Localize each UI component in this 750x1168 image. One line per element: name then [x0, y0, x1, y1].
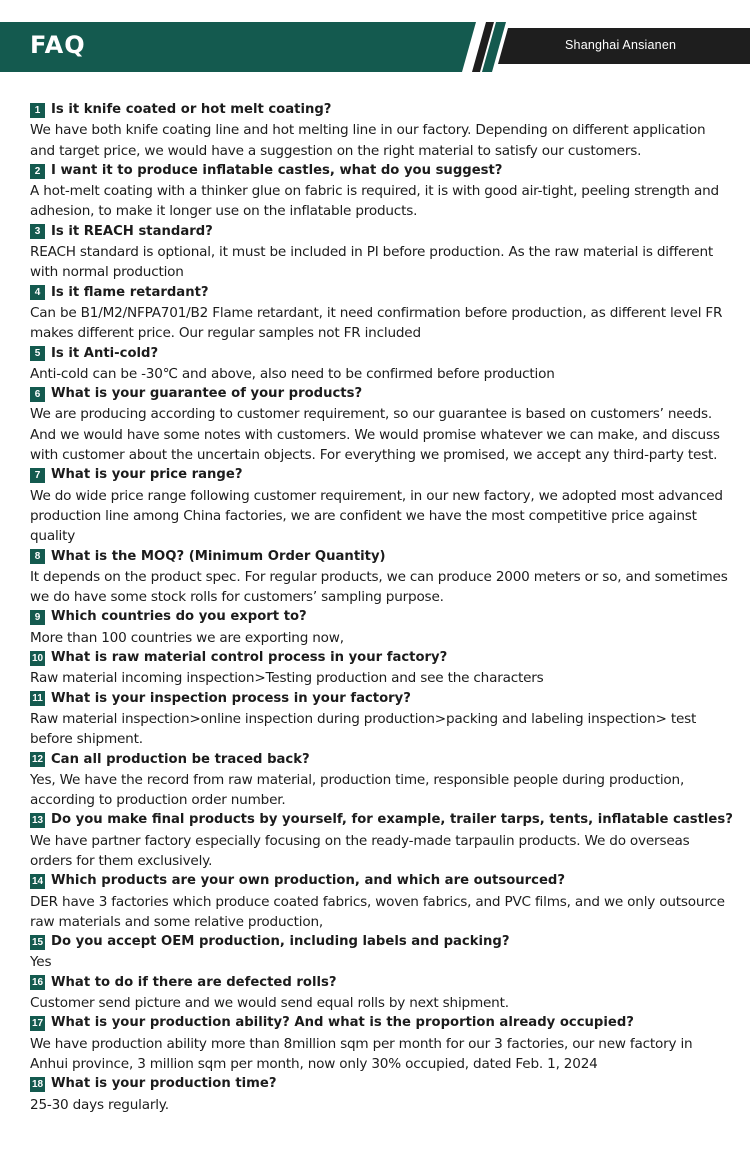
faq-list [30, 100, 733, 1115]
question-number-badge: 17 [31, 1018, 44, 1029]
faq-answer: REACH standard is optional, it must be included in PI before production. As the raw material is different with normal production [30, 244, 714, 281]
question-number-badge: 4 [30, 285, 45, 300]
question-number-badge: 3 [30, 224, 45, 239]
faq-question [30, 283, 730, 303]
faq-question [30, 607, 730, 627]
faq-item [30, 973, 730, 1014]
faq-question [30, 689, 730, 709]
faq-answer: More than 100 countries we are exporting now, [30, 629, 344, 646]
question-text: What to do if there are defected rolls? [51, 974, 337, 990]
question-number-badge: 9 [30, 610, 45, 625]
faq-question [30, 465, 730, 485]
question-text: What is the MOQ? (Minimum Order Quantity) [51, 548, 386, 564]
faq-item [30, 100, 730, 161]
faq-answer: 25-30 days regularly. [30, 1096, 169, 1113]
faq-answer: We have production ability more than 8million sqm per month for our 3 factories, our new factory in Anhui province, 3 million sqm per month, now only 30% occupied, dated Feb. 1, 2024 [30, 1035, 693, 1072]
question-number-badge: 14 [31, 875, 44, 887]
faq-answer: Anti-cold can be -30℃ and above, also need to be confirmed before production [30, 365, 555, 382]
faq-question [30, 100, 730, 120]
faq-answer: Yes, We have the record from raw material, production time, responsible people during production, according to production order number. [30, 771, 685, 809]
question-text: What is your production time? [51, 1076, 277, 1092]
faq-item [30, 465, 730, 546]
question-text: Is it REACH standard? [51, 223, 213, 239]
page-header [0, 0, 750, 80]
faq-answer: It depends on the product spec. For regular products, we can produce 2000 meters or so, and sometimes we do have some stock rolls for customers’ sampling purpose. [30, 568, 728, 606]
page-title: FAQ [30, 31, 86, 59]
question-text: Can all production be traced back? [51, 751, 310, 767]
faq-item [30, 689, 730, 750]
question-number-badge: 13 [31, 815, 44, 827]
faq-answer: DER have 3 factories which produce coated fabrics, woven fabrics, and PVC films, and we only outsource raw materials and some relative production, [30, 893, 725, 930]
faq-answer: A hot-melt coating with a thinker glue on fabric is required, it is with good air-tight, peeling strength and adhesion, to make it longer use on the inflatable products. [30, 183, 719, 220]
question-number-badge: 7 [30, 468, 45, 483]
faq-item [30, 283, 730, 344]
question-number-badge: 15 [31, 936, 44, 948]
faq-answer: Raw material incoming inspection>Testing production and see the characters [30, 670, 544, 687]
question-number-badge: 10 [31, 652, 44, 664]
question-text: What is your guarantee of your products? [51, 386, 363, 402]
faq-item [30, 222, 730, 283]
faq-answer: Yes [30, 954, 52, 971]
question-text: Do you make final products by yourself, for example, trailer tarps, tents, inflatable castles? [51, 812, 733, 828]
faq-item [30, 607, 730, 648]
faq-item [30, 648, 730, 689]
faq-item [30, 384, 730, 465]
faq-question [30, 1013, 730, 1033]
question-text: Do you accept OEM production, including labels and packing? [51, 934, 510, 950]
question-text: What is your production ability? And what is the proportion already occupied? [51, 1015, 634, 1031]
faq-question [30, 161, 730, 181]
question-text: What is your inspection process in your factory? [51, 690, 411, 706]
question-number-badge: 5 [30, 346, 45, 361]
question-number-badge: 1 [30, 103, 45, 118]
question-number-badge: 6 [30, 387, 45, 402]
faq-answer: Customer send picture and we would send equal rolls by next shipment. [30, 995, 509, 1012]
question-text: Which countries do you export to? [51, 609, 307, 625]
faq-question [30, 810, 733, 830]
faq-question [30, 1074, 730, 1094]
faq-answer: We are producing according to customer requirement, so our guarantee is based on customers’ needs. And we would have some notes with customers. We would promise whatever we can make, and discuss with customer about the uncertain objects. For everything we promised, we accept any third-party test. [30, 406, 720, 464]
question-number-badge: 12 [31, 754, 44, 766]
company-name: Shanghai Ansianen [565, 38, 677, 52]
question-number-badge: 8 [30, 549, 45, 564]
faq-answer: Raw material inspection>online inspection during production>packing and labeling inspection> test before shipment. [30, 710, 697, 748]
faq-answer: Can be B1/M2/NFPA701/B2 Flame retardant, it need confirmation before production, as different level FR makes different price. Our regular samples not FR included [30, 304, 723, 342]
question-text: What is your price range? [51, 467, 243, 483]
faq-item [30, 810, 733, 871]
faq-answer: We have both knife coating line and hot melting line in our factory. Depending on different application and target price, we would have a suggestion on the right material to satisfy our customers. [30, 122, 706, 159]
question-text: I want it to produce inflatable castles, what do you suggest? [51, 162, 503, 178]
question-text: What is raw material control process in your factory? [51, 650, 448, 666]
faq-question [30, 750, 730, 770]
faq-item [30, 750, 730, 811]
faq-question [30, 648, 730, 668]
question-number-badge: 2 [30, 164, 45, 179]
faq-item [30, 1013, 730, 1074]
faq-question [30, 547, 730, 567]
faq-item [30, 932, 730, 973]
faq-answer: We do wide price range following customer requirement, in our new factory, we adopted most advanced production line among China factories, we are confident we have the most competitive price against quality [30, 487, 723, 545]
faq-answer: We have partner factory especially focusing on the ready-made tarpaulin products. We do overseas orders for them exclusively. [30, 832, 690, 869]
faq-item [30, 1074, 730, 1115]
faq-question [30, 973, 730, 993]
question-text: Is it Anti-cold? [51, 345, 159, 361]
question-text: Is it flame retardant? [51, 284, 209, 300]
faq-item [30, 547, 730, 608]
faq-question [30, 932, 730, 952]
faq-question [30, 344, 730, 364]
question-number-badge: 11 [30, 691, 45, 706]
question-text: Which products are your own production, and which are outsourced? [51, 873, 566, 889]
faq-item [30, 344, 730, 385]
faq-item [30, 161, 730, 222]
faq-item [30, 871, 730, 932]
faq-question [30, 384, 730, 404]
question-number-badge: 18 [31, 1078, 44, 1090]
faq-question [30, 222, 730, 242]
faq-question [30, 871, 730, 891]
question-number-badge: 16 [31, 977, 44, 989]
question-text: Is it knife coated or hot melt coating? [51, 102, 332, 117]
